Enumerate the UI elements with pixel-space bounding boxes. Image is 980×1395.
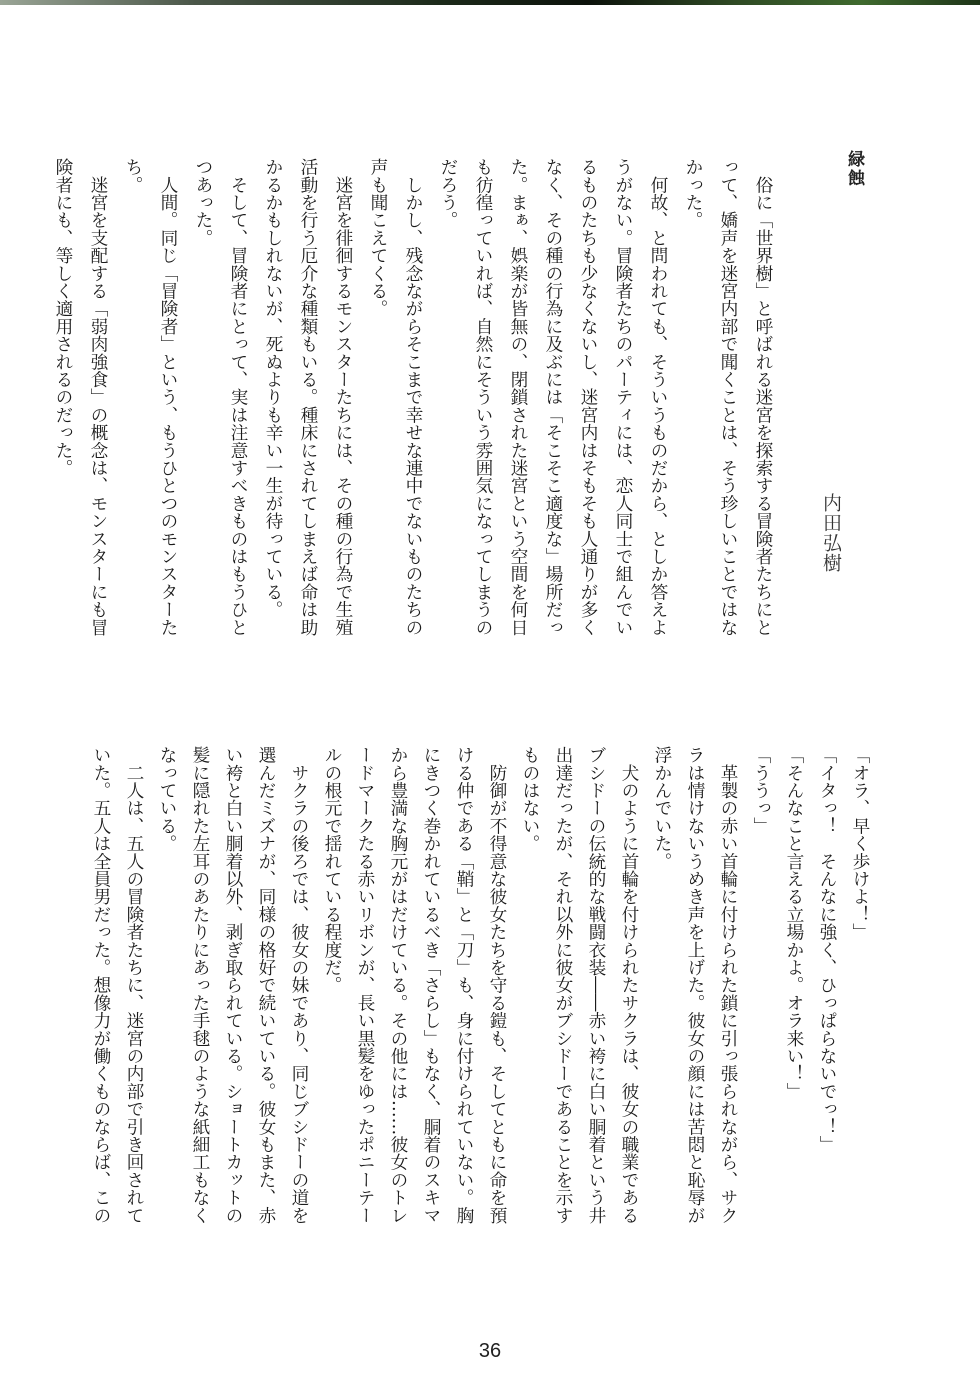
text-line: かるかもしれないが、死ぬよりも辛い一生が待っている。 — [263, 158, 283, 619]
text-line: だろう。 — [438, 158, 458, 229]
author-name: 内田弘樹 — [820, 493, 842, 573]
text-line: 浮かんでいた。 — [652, 746, 672, 870]
text-line: 迷宮を徘徊するモンスターたちには、その種の行為で生殖 — [333, 158, 353, 636]
text-line: ルの根元で揺れている程度だ。 — [322, 746, 342, 994]
text-line: 「オラ、早く歩けよ！」 — [850, 746, 870, 941]
text-line: ける仲である「鞘」と「刀」も、身に付けられていない。胸 — [454, 746, 474, 1224]
text-line: るものたちも少なくないし、迷宮内はそもそも人通りが多く — [578, 158, 598, 636]
text-line: しかし、残念ながらそこまで幸せな連中でないものたちの — [403, 158, 423, 636]
story-title: 緑蝕 — [844, 150, 864, 188]
text-line: 髪に隠れた左耳のあたりにあった手毬のような紙細工もなく — [190, 746, 210, 1224]
text-line: 防御が不得意な彼女たちを守る鎧も、そしてともに命を預 — [487, 746, 507, 1224]
text-line: も彷徨っていれば、自然にそういう雰囲気になってしまうの — [473, 158, 493, 636]
text-line: 険者にも、等しく適用されるのだった。 — [53, 158, 73, 477]
text-line: なく、その種の行為に及ぶには「そこそこ適度な」場所だっ — [543, 158, 563, 636]
text-line: かった。 — [683, 158, 703, 229]
bottom-text-block — [84, 746, 876, 1246]
text-line: 犬のように首輪を付けられたサクラは、彼女の職業である — [619, 746, 639, 1224]
text-line: 声も聞こえてくる。 — [368, 158, 388, 318]
text-line: 活動を行う厄介な種類もいる。種床にされてしまえば命は助 — [298, 158, 318, 636]
text-line: ち。 — [123, 158, 143, 194]
text-line: ものはない。 — [520, 746, 540, 853]
text-line: ードマークたる赤いリボンが、長い黒髪をゆったポニーテー — [355, 746, 375, 1224]
text-line: 二人は、五人の冒険者たちに、迷宮の内部で引き回されて — [124, 746, 144, 1224]
text-line: つあった。 — [193, 158, 213, 247]
text-line: 選んだミズナが、同様の格好で続いている。彼女もまた、赤 — [256, 746, 276, 1224]
page-number: 36 — [478, 1340, 502, 1362]
text-line: た。まぁ、娯楽が皆無の、閉鎖された迷宮という空間を何日 — [508, 158, 528, 636]
text-line: 「そんなこと言える立場かよ。オラ来い！」 — [784, 746, 804, 1100]
text-line: 何故、と問われても、そういうものだから、としか答えよ — [648, 158, 668, 636]
text-line: ブシドーの伝統的な戦闘衣装――赤い袴に白い胴着という井 — [586, 746, 606, 1224]
text-line: い袴と白い胴着以外、剥ぎ取られている。ショートカットの — [223, 746, 243, 1224]
text-line: 「イタっ！ そんなに強く、ひっぱらないでっ！」 — [817, 746, 837, 1154]
text-line: 迷宮を支配する「弱肉強食」の概念は、モンスターにも冒 — [88, 158, 108, 636]
text-line: なっている。 — [157, 746, 177, 853]
text-line: 俗に「世界樹」と呼ばれる迷宮を探索する冒険者たちにと — [753, 158, 773, 636]
text-line: 「ううっ」 — [751, 746, 771, 835]
text-line: にきつく巻かれているべき「さらし」もなく、胴着のスキマ — [421, 746, 441, 1224]
text-line: サクラの後ろでは、彼女の妹であり、同じブシドーの道を — [289, 746, 309, 1224]
text-line: から豊満な胸元がはだけている。その他には……彼女のトレ — [388, 746, 408, 1224]
text-line: って、嬌声を迷宮内部で聞くことは、そう珍しいことではな — [718, 158, 738, 636]
text-line: うがない。冒険者たちのパーティには、恋人同士で組んでい — [613, 158, 633, 636]
text-line: いた。五人は全員男だった。想像力が働くものならば、この — [91, 746, 111, 1224]
scan-edge-artifact — [0, 0, 980, 5]
text-line: ラは情けないうめき声を上げた。彼女の顔には苦悶と恥辱が — [685, 746, 705, 1224]
text-line: そして、冒険者にとって、実は注意すべきものはもうひと — [228, 158, 248, 636]
text-line: 革製の赤い首輪に付けられた鎖に引っ張られながら、サク — [718, 746, 738, 1224]
text-line: 出達だったが、それ以外に彼女がブシドーであることを示す — [553, 746, 573, 1224]
top-text-block — [45, 158, 780, 658]
text-line: 人間。同じ「冒険者」という、もうひとつのモンスターた — [158, 158, 178, 636]
